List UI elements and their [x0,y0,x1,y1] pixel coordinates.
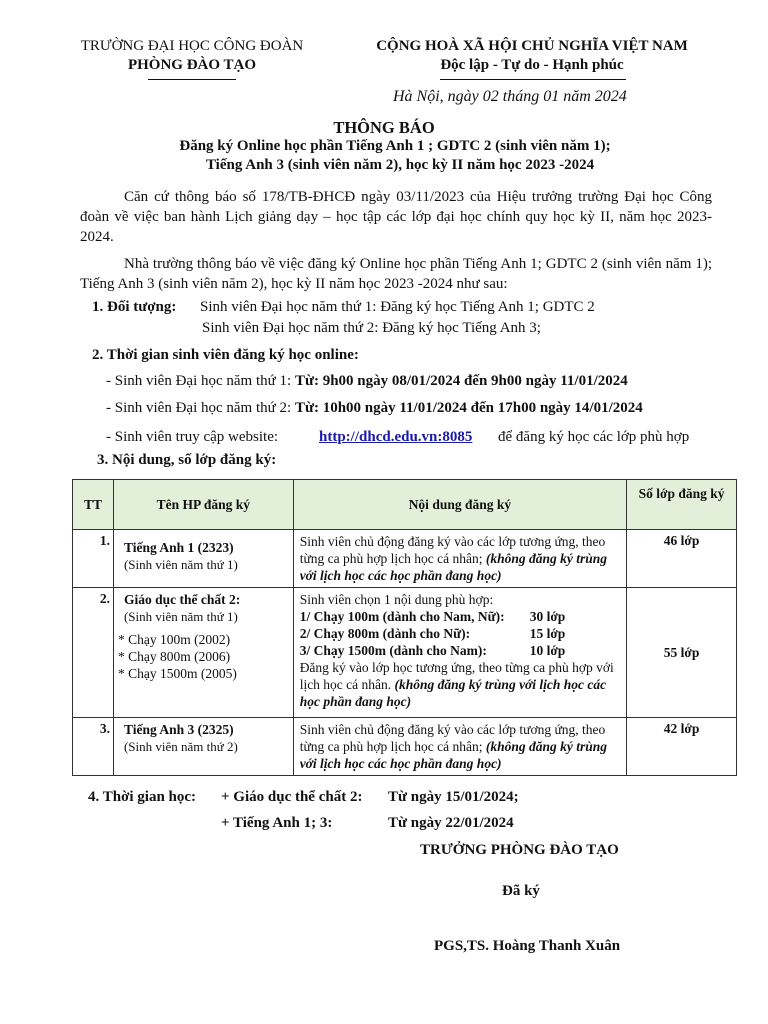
row3-content [293,718,626,776]
row2-choice-3-label: 3/ Chạy 1500m (dành cho Nam): [299,643,487,658]
registration-website-link[interactable]: http://dhcd.edu.vn:8085 [319,429,473,445]
row1-course-name: Tiếng Anh 1 (2323) [123,540,234,555]
signature-signed: Đã ký [502,883,540,899]
section2-item3-suffix: để đăng ký học các lớp phù hợp [498,429,690,445]
table-row [73,718,737,776]
row2-course-name: Giáo dục thể chất 2: [123,592,241,607]
section1-line1: Sinh viên Đại học năm thứ 1: Đăng ký học Tiếng Anh 1; GDTC 2 [200,299,595,315]
section4-item1-date: Từ ngày 15/01/2024; [388,789,519,805]
section4-item2: + Tiếng Anh 1; 3: [221,815,333,831]
row3-course-name: Tiếng Anh 3 (2325) [123,722,234,737]
row1-content-text: Sinh viên chủ động đăng ký vào các lớp tương ứng, theo từng ca phù hợp lịch học cá nhân; [299,534,606,566]
section3-label: 3. Nội dung, số lớp đăng ký: [97,452,277,468]
row3-content-text: Sinh viên chủ động đăng ký vào các lớp tương ứng, theo từng ca phù hợp lịch học cá nhân; [299,722,606,754]
national-title: CỘNG HOÀ XÃ HỘI CHỦ NGHĨA VIỆT NAM [376,38,688,54]
paragraph-basis: Căn cứ thông báo số 178/TB-ĐHCĐ ngày 03/11/2023 của Hiệu trưởng trường Đại học Công đoàn về việc ban hành Lịch giảng dạy – học tập các lớp đại học chính quy học kỳ II, năm học 2023-2024. [80,189,712,245]
row2-choice-2-label: 2/ Chạy 800m (dành cho Nữ): [299,626,471,641]
row2-tt: 2. [73,588,114,718]
row1-course-sub: (Sinh viên năm thứ 1) [123,557,238,572]
header-class-count: Số lớp đăng ký [627,480,737,530]
row2-choice-1-label: 1/ Chạy 100m (dành cho Nam, Nữ): [299,609,505,624]
row2-choice-1 [300,608,620,625]
row2-course [113,588,293,718]
notice-subtitle-line1: Đăng ký Online học phần Tiếng Anh 1 ; GDTC 2 (sinh viên năm 1); [179,138,611,154]
document-date: Hà Nội, ngày 02 tháng 01 năm 2024 [393,88,627,105]
row2-choice-3 [300,642,620,659]
section2-item2 [106,400,643,417]
motto-underline [440,79,626,80]
row2-count: 55 lớp [627,588,737,718]
section2-item2-time: Từ: 10h00 ngày 11/01/2024 đến 17h00 ngày 14/01/2024 [294,400,643,416]
table-row [73,530,737,588]
section2-item3-prefix: - Sinh viên truy cập website: [106,429,279,445]
section2-item2-prefix: - Sinh viên Đại học năm thứ 2: [106,400,295,416]
national-motto: Độc lập - Tự do - Hạnh phúc [440,57,624,73]
header-content: Nội dung đăng ký [293,480,626,530]
signature-title: TRƯỞNG PHÒNG ĐÀO TẠO [420,842,619,858]
row2-choice-1-count: 30 lớp [529,609,566,624]
department-underline [148,79,236,80]
section1-line2: Sinh viên Đại học năm thứ 2: Đăng ký học Tiếng Anh 3; [202,320,541,336]
table-row [73,588,737,718]
header-course-name: Tên HP đăng ký [113,480,293,530]
row2-content-note: (không đăng ký trùng với lịch học các học phần đang học) [299,677,607,709]
row3-count: 42 lớp [627,718,737,776]
header-tt: TT [73,480,114,530]
section4-label: 4. Thời gian học: [88,789,197,805]
notice-title: THÔNG BÁO [333,118,435,137]
row2-content-intro: Sinh viên chọn 1 nội dung phù hợp: [299,592,494,607]
section4-item2-date: Từ ngày 22/01/2024 [388,815,514,831]
row2-option-100m: * Chạy 100m (2002) [117,632,231,647]
paragraph-announcement: Nhà trường thông báo về việc đăng ký Online học phần Tiếng Anh 1; GDTC 2 (sinh viên năm 1); Tiếng Anh 3 (sinh viên năm 2), học kỳ II năm học 2023 -2024 như sau: [80,256,712,292]
row2-course-sub: (Sinh viên năm thứ 1) [123,609,238,624]
signature-name: PGS,TS. Hoàng Thanh Xuân [434,938,621,954]
row2-choice-2 [300,625,620,642]
section1-label: 1. Đối tượng: [92,299,177,315]
row2-option-1500m: * Chạy 1500m (2005) [117,666,237,681]
row1-content-note: (không đăng ký trùng với lịch học các học phần đang học) [299,551,608,583]
row2-choice-3-count: 10 lớp [529,643,566,658]
notice-subtitle-line2: Tiếng Anh 3 (sinh viên năm 2), học kỳ II năm học 2023 -2024 [205,157,595,173]
section2-item1 [106,373,628,390]
section4-item1: + Giáo dục thể chất 2: [221,789,363,805]
department-name: PHÒNG ĐÀO TẠO [127,57,257,73]
school-name: TRƯỜNG ĐẠI HỌC CÔNG ĐOÀN [80,38,304,54]
row1-course [113,530,293,588]
registration-table [72,479,737,776]
row2-content-text: Đăng ký vào lớp học tương ứng, theo từng ca phù hợp với lịch học cá nhân. [299,660,614,692]
row3-course [113,718,293,776]
row3-tt: 3. [73,718,114,776]
row2-choice-2-count: 15 lớp [529,626,566,641]
section2-label: 2. Thời gian sinh viên đăng ký học online: [92,347,359,363]
row3-course-sub: (Sinh viên năm thứ 2) [123,739,238,754]
table-header-row [73,480,737,530]
section2-item1-prefix: - Sinh viên Đại học năm thứ 1: [106,373,295,389]
row3-content-note: (không đăng ký trùng với lịch học các học phần đang học) [299,739,608,771]
section2-item1-time: Từ: 9h00 ngày 08/01/2024 đến 9h00 ngày 11/01/2024 [294,373,628,389]
row1-tt: 1. [73,530,114,588]
row2-content [293,588,626,718]
row2-content-text-wrap [300,659,620,710]
row2-option-800m: * Chạy 800m (2006) [117,649,231,664]
row1-content [293,530,626,588]
row1-count: 46 lớp [627,530,737,588]
